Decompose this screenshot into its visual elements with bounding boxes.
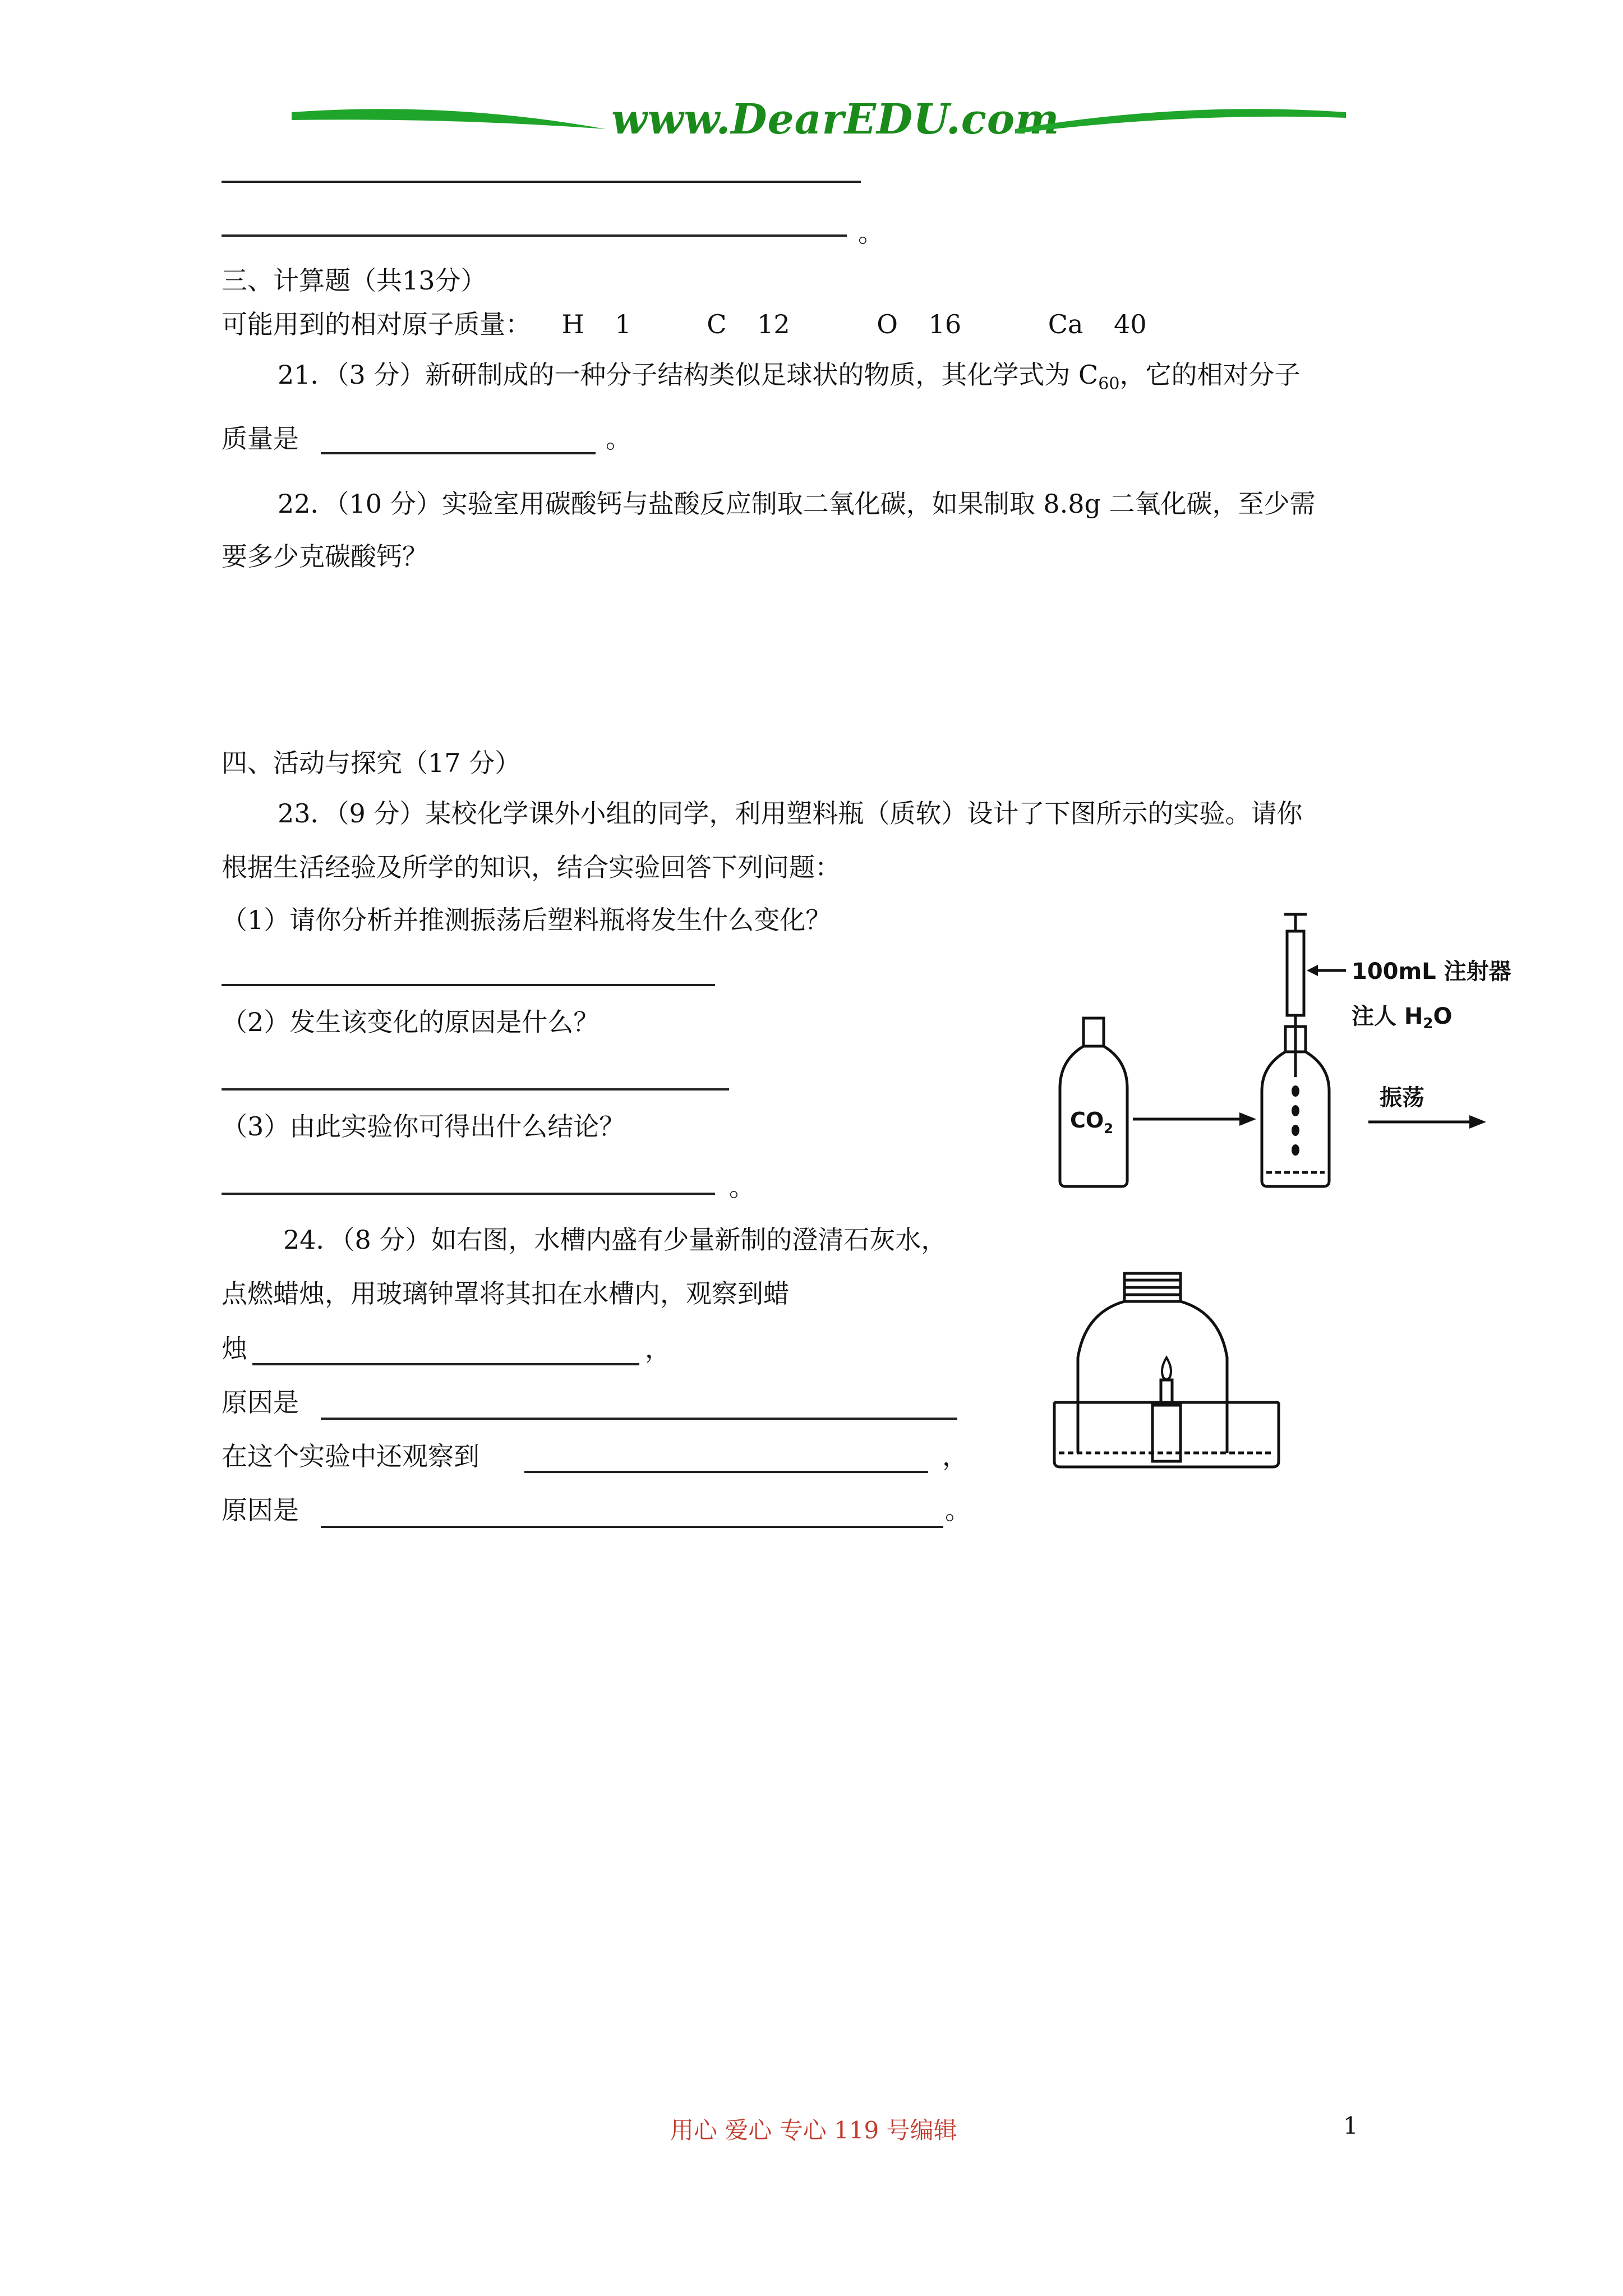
q21-subscript: 60 [1098,374,1120,394]
atomic-mass-label: 可能用到的相对原子质量： [222,309,531,339]
header-banner [292,90,1346,151]
page-number: 1 [1343,2112,1358,2139]
mass-value: 1 [615,309,631,339]
q23-part3: （3）由此实验你可得出什么结论？ [222,1111,625,1142]
mass-element: Ca [1048,309,1083,339]
q21-line2: 质量是 [222,424,299,454]
answer-line[interactable] [222,234,847,237]
figure-bell-jar [1043,1268,1301,1481]
mass-element: H [561,309,584,339]
q21-text-b: ，它的相对分子 [1119,360,1301,390]
comma-mark: ， [645,1333,671,1364]
question-24-cont: 点燃蜡烛，用玻璃钟罩将其扣在水槽内，观察到蜡 [222,1278,789,1309]
comma-mark: ， [942,1441,968,1471]
answer-line[interactable] [222,1088,729,1091]
answer-line[interactable] [524,1471,928,1473]
mass-value: 12 [757,309,790,339]
question-23-cont: 根据生活经验及所学的知识，结合实验回答下列问题： [222,852,841,882]
answer-line[interactable] [222,984,715,986]
water-trough [1054,1402,1279,1467]
period-mark: 。 [858,218,884,248]
answer-line[interactable] [321,1526,943,1528]
question-21 [278,358,1300,401]
label-pointer-head [1307,965,1318,976]
q23-part1: （1）请你分析并推测振荡后塑料瓶将发生什么变化？ [222,905,832,935]
atomic-mass-row [222,307,1147,341]
answer-line[interactable] [222,181,861,183]
arrow-head [1239,1112,1256,1126]
answer-line[interactable] [222,1193,715,1195]
period-mark: 。 [945,1495,971,1525]
mass-element: O [877,309,898,339]
shake-arrow-head [1469,1115,1486,1129]
water-droplets [1292,1085,1299,1156]
period-mark: 。 [606,424,631,454]
bell-jar-svg [1043,1268,1301,1481]
inject-label: 注人 $H_2O$ [1352,1004,1453,1032]
flame-icon [1162,1358,1171,1379]
q23-part2: （2）发生该变化的原因是什么？ [222,1007,600,1037]
answer-line[interactable] [321,452,596,454]
reason-label: 原因是 [222,1387,299,1418]
answer-line[interactable] [321,1418,957,1420]
co2-label: $CO_2$ [1070,1108,1113,1137]
question-22-cont: 要多少克碳酸钙？ [222,541,428,572]
banner-swoosh-left [292,101,606,140]
also-observed-label: 在这个实验中还观察到 [222,1441,479,1471]
question-23: 23．（9 分）某校化学课外小组的同学，利用塑料瓶（质软）设计了下图所示的实验。请你 [278,798,1303,829]
mass-value: 16 [928,309,962,339]
q21-text-a: 21．（3 分）新研制成的一种分子结构类似足球状的物质，其化学式为 C [278,360,1099,390]
footer-text: 用心 爱心 专心 119 号编辑 [670,2116,957,2144]
question-24: 24．（8 分）如右图，水槽内盛有少量新制的澄清石灰水， [283,1225,947,1255]
banner-swoosh-right [1015,101,1346,140]
figure-bottle-svg [1054,898,1537,1200]
section-title: 三、计算题（共13分） [222,265,487,296]
period-mark: 。 [729,1172,755,1202]
mass-value: 40 [1114,309,1147,339]
syringe-label: 100mL 注射器 [1352,959,1511,984]
shake-label: 振荡 [1380,1085,1424,1111]
question-22: 22．（10 分）实验室用碳酸钙与盐酸反应制取二氧化碳，如果制取 8.8g 二氧化碳，至少需 [278,489,1316,519]
reason-label: 原因是 [222,1495,299,1525]
site-logo-text[interactable]: www.DearEDU.com [611,95,1060,144]
co2-bottle [1060,1018,1127,1186]
section-title: 四、活动与探究（17 分） [222,748,521,778]
answer-line[interactable] [252,1363,639,1365]
figure-bottle-experiment [1054,898,1537,1200]
question-24-cont: 烛 [222,1333,247,1364]
mass-element: C [707,309,727,339]
